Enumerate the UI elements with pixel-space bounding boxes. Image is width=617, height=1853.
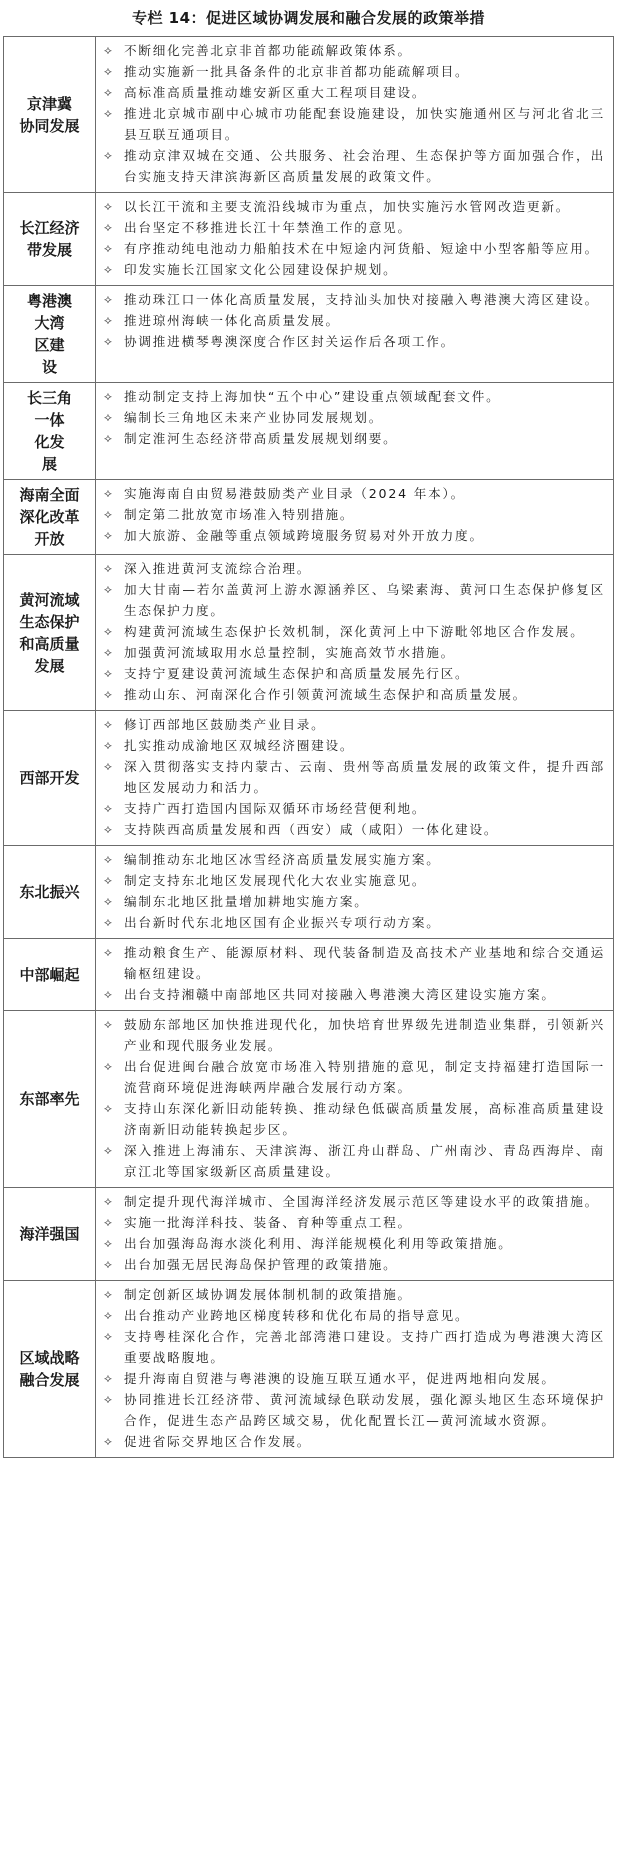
section-label: 海洋强国 <box>4 1188 96 1281</box>
policy-item <box>102 483 605 504</box>
diamond-bullet-icon: ⟡ <box>104 915 114 929</box>
policy-item-text: 支持宁夏建设黄河流域生态保护和高质量发展先行区。 <box>124 666 470 681</box>
diamond-bullet-icon: ⟡ <box>104 1371 114 1385</box>
column-title: 专栏 14：促进区域协调发展和融合发展的政策举措 <box>131 9 486 27</box>
policy-item <box>102 289 605 310</box>
policy-item-text: 编制东北地区批量增加耕地实施方案。 <box>124 894 369 909</box>
policy-item <box>102 1305 605 1326</box>
policy-item-text: 支持粤桂深化合作，完善北部湾港口建设。支持广西打造成为粤港澳大湾区重要战略腹地。 <box>124 1329 605 1365</box>
section-row <box>4 480 614 555</box>
policy-item-text: 实施一批海洋科技、装备、育种等重点工程。 <box>124 1215 412 1230</box>
diamond-bullet-icon: ⟡ <box>104 738 114 752</box>
policy-item-text: 出台支持湘赣中南部地区共同对接融入粤港澳大湾区建设实施方案。 <box>124 987 556 1002</box>
diamond-bullet-icon: ⟡ <box>104 431 114 445</box>
policy-item-text: 支持陕西高质量发展和西（西安）咸（咸阳）一体化建设。 <box>124 822 499 837</box>
section-items <box>96 555 614 711</box>
diamond-bullet-icon: ⟡ <box>104 687 114 701</box>
policy-item <box>102 1140 605 1182</box>
policy-item <box>102 798 605 819</box>
policy-item <box>102 1254 605 1275</box>
policy-item <box>102 238 605 259</box>
policy-item-text: 鼓励东部地区加快推进现代化，加快培育世界级先进制造业集群，引领新兴产业和现代服务业发展。 <box>124 1017 605 1053</box>
section-label: 西部开发 <box>4 711 96 846</box>
policy-item <box>102 984 605 1005</box>
policy-item-text: 扎实推动成渝地区双城经济圈建设。 <box>124 738 355 753</box>
policy-item <box>102 891 605 912</box>
section-items <box>96 939 614 1011</box>
policy-item-text: 制定淮河生态经济带高质量发展规划纲要。 <box>124 431 398 446</box>
diamond-bullet-icon: ⟡ <box>104 1434 114 1448</box>
section-items <box>96 480 614 555</box>
section-label: 长三角 一体 化发 展 <box>4 383 96 480</box>
policy-item <box>102 579 605 621</box>
policy-item <box>102 217 605 238</box>
policy-item-text: 出台坚定不移推进长江十年禁渔工作的意见。 <box>124 220 412 235</box>
diamond-bullet-icon: ⟡ <box>104 1215 114 1229</box>
policy-item-text: 提升海南自贸港与粤港澳的设施互联互通水平，促进两地相向发展。 <box>124 1371 556 1386</box>
diamond-bullet-icon: ⟡ <box>104 1257 114 1271</box>
diamond-bullet-icon: ⟡ <box>104 507 114 521</box>
policy-item <box>102 714 605 735</box>
policy-item-text: 出台加强海岛海水淡化利用、海洋能规模化利用等政策措施。 <box>124 1236 513 1251</box>
policy-item-text: 推动制定支持上海加快“五个中心”建设重点领域配套文件。 <box>124 389 501 404</box>
policy-item-text: 出台推动产业跨地区梯度转移和优化布局的指导意见。 <box>124 1308 470 1323</box>
policy-item-text: 推动粮食生产、能源原材料、现代装备制造及高技术产业基地和综合交通运输枢纽建设。 <box>124 945 605 981</box>
section-items <box>96 846 614 939</box>
diamond-bullet-icon: ⟡ <box>104 801 114 815</box>
diamond-bullet-icon: ⟡ <box>104 1059 114 1073</box>
section-label: 东北振兴 <box>4 846 96 939</box>
policy-item <box>102 504 605 525</box>
policy-item <box>102 1284 605 1305</box>
section-items <box>96 1188 614 1281</box>
policy-item <box>102 1368 605 1389</box>
policy-item <box>102 1191 605 1212</box>
policy-item-text: 制定创新区域协调发展体制机制的政策措施。 <box>124 1287 412 1302</box>
diamond-bullet-icon: ⟡ <box>104 624 114 638</box>
section-items <box>96 711 614 846</box>
policy-item-text: 实施海南自由贸易港鼓励类产业目录（2024 年本）。 <box>124 486 466 501</box>
policy-table <box>3 36 614 1458</box>
policy-item <box>102 1431 605 1452</box>
diamond-bullet-icon: ⟡ <box>104 1143 114 1157</box>
diamond-bullet-icon: ⟡ <box>104 410 114 424</box>
diamond-bullet-icon: ⟡ <box>104 148 114 162</box>
section-label: 粤港澳 大湾 区建 设 <box>4 286 96 383</box>
policy-item <box>102 1389 605 1431</box>
section-row <box>4 286 614 383</box>
diamond-bullet-icon: ⟡ <box>104 1329 114 1343</box>
diamond-bullet-icon: ⟡ <box>104 894 114 908</box>
policy-item <box>102 1098 605 1140</box>
section-label: 京津冀 协同发展 <box>4 37 96 193</box>
policy-item <box>102 756 605 798</box>
policy-item-text: 编制长三角地区未来产业协同发展规划。 <box>124 410 384 425</box>
policy-item <box>102 386 605 407</box>
section-row <box>4 1011 614 1188</box>
policy-item <box>102 870 605 891</box>
policy-item-text: 编制推动东北地区冰雪经济高质量发展实施方案。 <box>124 852 441 867</box>
policy-item <box>102 558 605 579</box>
diamond-bullet-icon: ⟡ <box>104 1194 114 1208</box>
policy-item <box>102 196 605 217</box>
section-row <box>4 846 614 939</box>
policy-item <box>102 735 605 756</box>
diamond-bullet-icon: ⟡ <box>104 1236 114 1250</box>
policy-item-text: 推动实施新一批具备条件的北京非首都功能疏解项目。 <box>124 64 470 79</box>
policy-item-text: 加大旅游、金融等重点领域跨境服务贸易对外开放力度。 <box>124 528 484 543</box>
section-row <box>4 193 614 286</box>
policy-item <box>102 849 605 870</box>
diamond-bullet-icon: ⟡ <box>104 1017 114 1031</box>
policy-item-text: 推进琼州海峡一体化高质量发展。 <box>124 313 340 328</box>
policy-item-text: 深入推进上海浦东、天津滨海、浙江舟山群岛、广州南沙、青岛西海岸、南京江北等国家级新区高质量建设。 <box>124 1143 605 1179</box>
section-items <box>96 1011 614 1188</box>
policy-item <box>102 525 605 546</box>
diamond-bullet-icon: ⟡ <box>104 1101 114 1115</box>
section-items <box>96 37 614 193</box>
diamond-bullet-icon: ⟡ <box>104 561 114 575</box>
diamond-bullet-icon: ⟡ <box>104 1308 114 1322</box>
diamond-bullet-icon: ⟡ <box>104 262 114 276</box>
policy-item-text: 协调推进横琴粤澳深度合作区封关运作后各项工作。 <box>124 334 456 349</box>
section-items <box>96 1281 614 1458</box>
policy-item-text: 制定第二批放宽市场准入特别措施。 <box>124 507 355 522</box>
section-items <box>96 383 614 480</box>
section-label: 黄河流域 生态保护 和高质量 发展 <box>4 555 96 711</box>
diamond-bullet-icon: ⟡ <box>104 389 114 403</box>
section-items <box>96 286 614 383</box>
diamond-bullet-icon: ⟡ <box>104 85 114 99</box>
policy-item <box>102 621 605 642</box>
policy-item <box>102 103 605 145</box>
policy-item-text: 制定提升现代海洋城市、全国海洋经济发展示范区等建设水平的政策措施。 <box>124 1194 599 1209</box>
diamond-bullet-icon: ⟡ <box>104 1287 114 1301</box>
section-label: 长江经济 带发展 <box>4 193 96 286</box>
policy-item <box>102 40 605 61</box>
section-row <box>4 1281 614 1458</box>
policy-item-text: 促进省际交界地区合作发展。 <box>124 1434 312 1449</box>
policy-item <box>102 82 605 103</box>
policy-item <box>102 1326 605 1368</box>
policy-item-text: 出台加强无居民海岛保护管理的政策措施。 <box>124 1257 398 1272</box>
policy-item <box>102 1014 605 1056</box>
policy-item <box>102 1056 605 1098</box>
policy-item-text: 不断细化完善北京非首都功能疏解政策体系。 <box>124 43 412 58</box>
policy-item-text: 制定支持东北地区发展现代化大农业实施意见。 <box>124 873 427 888</box>
section-row <box>4 711 614 846</box>
section-row <box>4 939 614 1011</box>
diamond-bullet-icon: ⟡ <box>104 759 114 773</box>
diamond-bullet-icon: ⟡ <box>104 1392 114 1406</box>
policy-item-text: 出台促进闽台融合放宽市场准入特别措施的意见，制定支持福建打造国际一流营商环境促进海峡两岸融合发展行动方案。 <box>124 1059 605 1095</box>
diamond-bullet-icon: ⟡ <box>104 852 114 866</box>
policy-item-text: 出台新时代东北地区国有企业振兴专项行动方案。 <box>124 915 441 930</box>
section-label: 中部崛起 <box>4 939 96 1011</box>
diamond-bullet-icon: ⟡ <box>104 486 114 500</box>
policy-item-text: 推进北京城市副中心城市功能配套设施建设，加快实施通州区与河北省北三县互联互通项目。 <box>124 106 605 142</box>
policy-item <box>102 61 605 82</box>
policy-item-text: 深入推进黄河支流综合治理。 <box>124 561 312 576</box>
policy-item <box>102 1233 605 1254</box>
policy-item <box>102 642 605 663</box>
diamond-bullet-icon: ⟡ <box>104 873 114 887</box>
diamond-bullet-icon: ⟡ <box>104 334 114 348</box>
policy-item-text: 加强黄河流域取用水总量控制，实施高效节水措施。 <box>124 645 456 660</box>
section-row <box>4 1188 614 1281</box>
policy-item <box>102 912 605 933</box>
section-row <box>4 555 614 711</box>
policy-item <box>102 259 605 280</box>
section-label: 海南全面 深化改革 开放 <box>4 480 96 555</box>
policy-item <box>102 663 605 684</box>
policy-item <box>102 1212 605 1233</box>
policy-item-text: 深入贯彻落实支持内蒙古、云南、贵州等高质量发展的政策文件，提升西部地区发展动力和活力。 <box>124 759 605 795</box>
diamond-bullet-icon: ⟡ <box>104 822 114 836</box>
policy-item-text: 协同推进长江经济带、黄河流域绿色联动发展，强化源头地区生态环境保护合作，促进生态产品跨区域交易，优化配置长江—黄河流域水资源。 <box>124 1392 605 1428</box>
diamond-bullet-icon: ⟡ <box>104 717 114 731</box>
policy-item-text: 印发实施长江国家文化公园建设保护规划。 <box>124 262 398 277</box>
section-row <box>4 383 614 480</box>
diamond-bullet-icon: ⟡ <box>104 106 114 120</box>
policy-item <box>102 942 605 984</box>
diamond-bullet-icon: ⟡ <box>104 43 114 57</box>
policy-item <box>102 428 605 449</box>
diamond-bullet-icon: ⟡ <box>104 945 114 959</box>
diamond-bullet-icon: ⟡ <box>104 987 114 1001</box>
policy-item <box>102 310 605 331</box>
diamond-bullet-icon: ⟡ <box>104 313 114 327</box>
diamond-bullet-icon: ⟡ <box>104 582 114 596</box>
policy-item-text: 构建黄河流域生态保护长效机制，深化黄河上中下游毗邻地区合作发展。 <box>124 624 585 639</box>
diamond-bullet-icon: ⟡ <box>104 645 114 659</box>
policy-item-text: 修订西部地区鼓励类产业目录。 <box>124 717 326 732</box>
policy-item-text: 加大甘南—若尔盖黄河上游水源涵养区、乌梁素海、黄河口生态保护修复区生态保护力度。 <box>124 582 605 618</box>
policy-item-text: 支持广西打造国内国际双循环市场经营便利地。 <box>124 801 427 816</box>
section-items <box>96 193 614 286</box>
policy-item-text: 高标准高质量推动雄安新区重大工程项目建设。 <box>124 85 427 100</box>
policy-item <box>102 819 605 840</box>
diamond-bullet-icon: ⟡ <box>104 199 114 213</box>
section-label: 东部率先 <box>4 1011 96 1188</box>
section-label: 区域战略 融合发展 <box>4 1281 96 1458</box>
diamond-bullet-icon: ⟡ <box>104 528 114 542</box>
policy-item-text: 推动山东、河南深化合作引领黄河流域生态保护和高质量发展。 <box>124 687 528 702</box>
diamond-bullet-icon: ⟡ <box>104 241 114 255</box>
policy-item-text: 支持山东深化新旧动能转换、推动绿色低碳高质量发展，高标准高质量建设济南新旧动能转换起步区。 <box>124 1101 605 1137</box>
policy-item <box>102 407 605 428</box>
policy-item <box>102 145 605 187</box>
diamond-bullet-icon: ⟡ <box>104 292 114 306</box>
policy-item <box>102 331 605 352</box>
policy-item-text: 推动京津双城在交通、公共服务、社会治理、生态保护等方面加强合作，出台实施支持天津滨海新区高质量发展的政策文件。 <box>124 148 605 184</box>
diamond-bullet-icon: ⟡ <box>104 666 114 680</box>
policy-item <box>102 684 605 705</box>
policy-item-text: 以长江干流和主要支流沿线城市为重点，加快实施污水管网改造更新。 <box>124 199 571 214</box>
policy-item-text: 有序推动纯电池动力船舶技术在中短途内河货船、短途中小型客船等应用。 <box>124 241 599 256</box>
section-row <box>4 37 614 193</box>
diamond-bullet-icon: ⟡ <box>104 220 114 234</box>
diamond-bullet-icon: ⟡ <box>104 64 114 78</box>
policy-item-text: 推动珠江口一体化高质量发展，支持汕头加快对接融入粤港澳大湾区建设。 <box>124 292 599 307</box>
